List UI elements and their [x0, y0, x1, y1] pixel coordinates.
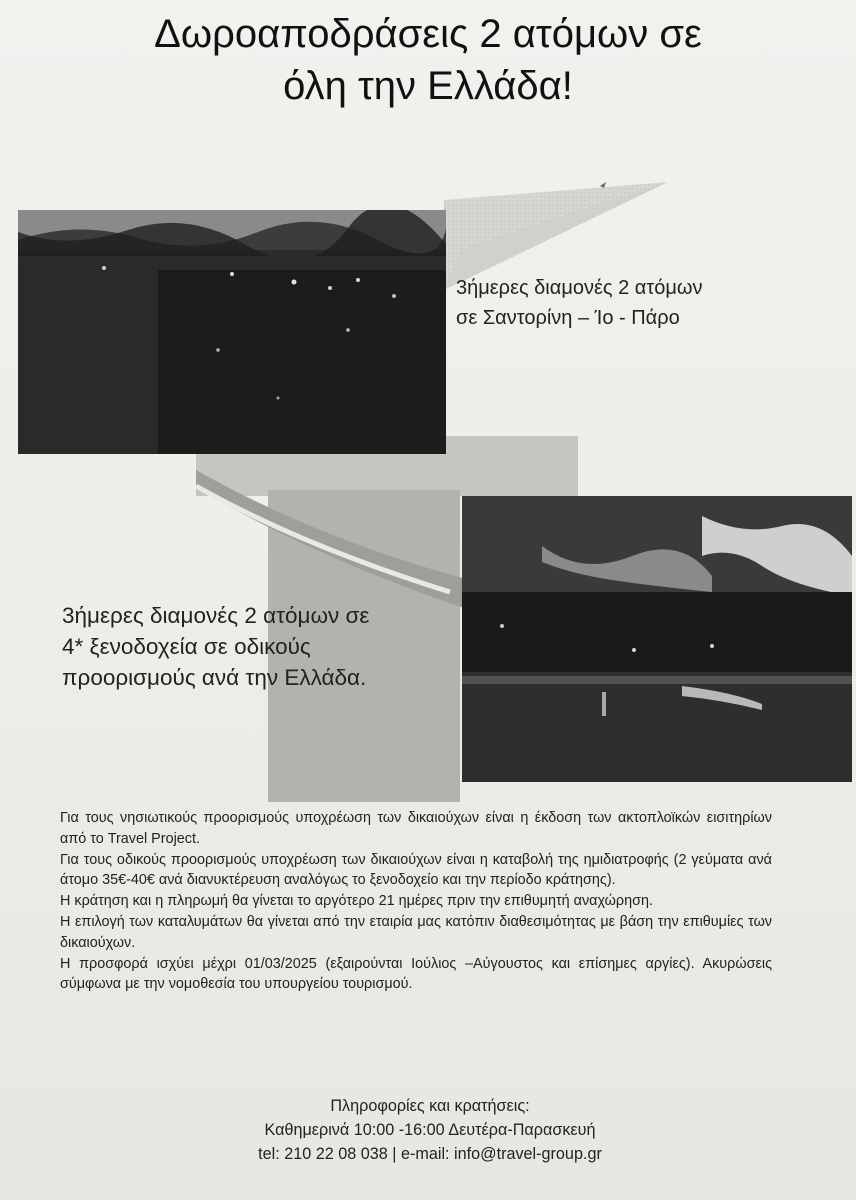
term-accommodation-selection: Η επιλογή των καταλυμάτων θα γίνεται από την εταιρία μας κατόπιν διαθεσιμότητας με βάση την επιθυμίες των δικαιούχων. [60, 913, 772, 951]
term-offer-validity: Η προσφορά ισχύει μέχρι 01/03/2025 (εξαιρούνται Ιούλιος –Αύγουστος και επίσημες αργίες). Ακυρώσεις σύμφωνα με την νομοθεσία του υπουργείου τουρισμού. [60, 955, 772, 993]
contact-section [160, 1094, 700, 1166]
title-line-2: όλη την Ελλάδα! [283, 64, 573, 108]
waterfront-sunset-photo [462, 496, 852, 782]
road-offer-caption [62, 600, 462, 693]
flyer-title [40, 8, 816, 112]
term-half-board: Για τους οδικούς προορισμούς υποχρέωση των δικαιούχων είναι η καταβολή της ημιδιατροφής (2 γεύματα ανά άτομο 35€-40€ ανά διανυκτέρευση αναλόγως το ξενοδοχείο και την περίοδο κράτησης). [60, 851, 772, 889]
island-offer-line-1: 3ήμερες διαμονές 2 ατόμων [456, 277, 703, 299]
contact-heading: Πληροφορίες και κρατήσεις: [330, 1097, 530, 1115]
term-booking-deadline: Η κράτηση και η πληρωμή θα γίνεται το αργότερο 21 ημέρες πριν την επιθυμητή αναχώρηση. [60, 893, 653, 910]
island-night-photo [18, 210, 446, 454]
terms-section [60, 808, 772, 995]
contact-hours: Καθημερινά 10:00 -16:00 Δευτέρα-Παρασκευή [264, 1121, 596, 1139]
road-offer-line-2: 4* ξενοδοχεία σε οδικούς [62, 634, 311, 659]
title-line-1: Δωροαποδράσεις 2 ατόμων σε [154, 12, 702, 56]
contact-phone-email: tel: 210 22 08 038 | e-mail: info@travel-group.gr [258, 1145, 602, 1163]
island-offer-line-2: σε Σαντορίνη – Ίο - Πάρο [456, 307, 680, 329]
island-offer-caption [456, 273, 786, 333]
road-offer-line-1: 3ήμερες διαμονές 2 ατόμων σε [62, 603, 370, 628]
term-ferry-tickets: Για τους νησιωτικούς προορισμούς υποχρέωση των δικαιούχων είναι η έκδοση των ακτοπλοϊκών εισιτηρίων από το Travel Project. [60, 810, 772, 847]
road-offer-line-3: προορισμούς ανά την Ελλάδα. [62, 665, 367, 690]
